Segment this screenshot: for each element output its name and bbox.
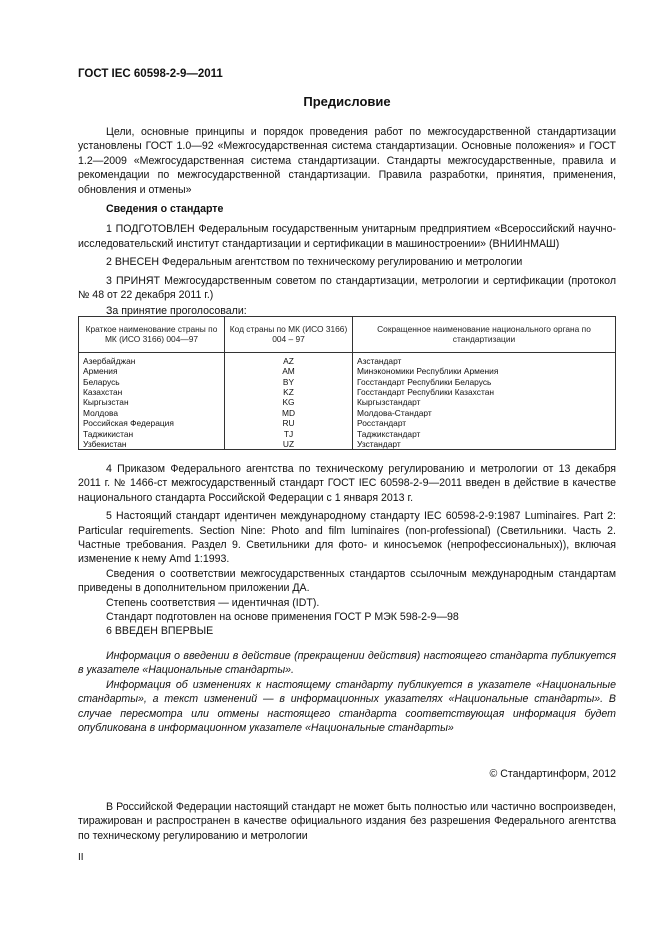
table-row <box>79 397 616 407</box>
country-cell: Азербайджан <box>79 352 225 366</box>
paragraph-5c: Стандарт подготовлен на основе применения ГОСТ Р МЭК 598-2-9—98 <box>106 611 459 624</box>
paragraph-4: 4 Приказом Федерального агентства по техническому регулированию и метрологии от 13 декабря 2011 г. № 1466-ст межгосударственный стандарт ГОСТ IEC 60598-2-9—2011 введен в действие в качестве национального стандарта Российской Федерации с 1 января 2013 г. <box>78 463 616 504</box>
body-cell: Минэкономики Республики Армения <box>353 366 616 376</box>
countries-table <box>78 316 616 450</box>
table-row <box>79 352 616 366</box>
adoption-block <box>78 462 616 639</box>
notice-paragraph-2: Информация об изменениях к настоящему стандарту публикуется в указателе «Национальные стандарты», а текст изменений — в информационных указателях «Национальные стандарты». В случае пересмотра или отмены настоящего стандарта соответствующая информация будет опубликована в информационном указателе «Национальные стандарты» <box>78 678 616 735</box>
body-cell: Кыргызстандарт <box>353 397 616 407</box>
code-cell: MD <box>225 408 353 418</box>
country-cell: Кыргызстан <box>79 397 225 407</box>
info-heading: Сведения о стандарте <box>106 203 224 215</box>
table-row <box>79 408 616 418</box>
body-cell: Узстандарт <box>353 439 616 450</box>
table-row <box>79 377 616 387</box>
code-cell: TJ <box>225 429 353 439</box>
body-cell: Азстандарт <box>353 352 616 366</box>
intro-paragraph: Цели, основные принципы и порядок проведения работ по межгосударственной стандартизации установлены ГОСТ 1.0—92 «Межгосударственная система стандартизации. Основные положения» и ГОСТ 1.2—2009 «Межгосударственная система стандартизации. Стандарты межгосударственные, правила и рекомендации по межгосударственной стандартизации. Правила разработки, принятия, применения, обновления и отмены» <box>78 126 616 196</box>
body-cell: Молдова-Стандарт <box>353 408 616 418</box>
country-cell: Армения <box>79 366 225 376</box>
page-title: Предисловие <box>303 94 391 109</box>
code-cell: KG <box>225 397 353 407</box>
code-cell: RU <box>225 418 353 428</box>
paragraph-2: 2 ВНЕСЕН Федеральным агентством по техническому регулированию и метрологии <box>106 256 523 269</box>
paragraph-5a: Сведения о соответствии межгосударственных стандартов ссылочным международным стандартам приведены в дополнительном приложении ДА. <box>78 567 616 595</box>
paragraph-5: 5 Настоящий стандарт идентичен международному стандарту IEC 60598-2-9:1987 Luminaires. Part 2: Particular requirements. Section Nine: Photo and film luminaires (non-professional) (Светильники. Часть 2. Частные требования. Раздел 9. Светильники для фото- и киносъемок (непрофессиональных)), включая изменение к нему Amd 1:1993. <box>78 510 616 566</box>
paragraph-3: 3 ПРИНЯТ Межгосударственным советом по стандартизации, метрологии и сертификации (протокол № 48 от 22 декабря 2011 г.) <box>78 274 616 302</box>
table-row <box>79 366 616 376</box>
column-header: Краткое наименование страны по МК (ИСО 3166) 004—97 <box>79 317 225 353</box>
page-number: II <box>78 852 84 863</box>
notice-block <box>78 649 616 735</box>
intro-block <box>78 125 616 197</box>
standard-info-block <box>78 202 616 319</box>
country-cell: Казахстан <box>79 387 225 397</box>
table-header-row <box>79 317 616 353</box>
paragraph-1: 1 ПОДГОТОВЛЕН Федеральным государственным унитарным предприятием «Всероссийский научно-исследовательский институт стандартизации и сертификации в машиностроении» (ВНИИНМАШ) <box>78 223 616 250</box>
rights-block <box>78 800 616 843</box>
rights-paragraph: В Российской Федерации настоящий стандарт не может быть полностью или частично воспроизведен, тиражирован и распространен в качестве официального издания без разрешения Федерального агентства по техническому регулированию и метрологии <box>78 801 616 842</box>
copyright-line: © Стандартинформ, 2012 <box>489 768 616 780</box>
document-header: ГОСТ IEC 60598-2-9—2011 <box>78 68 223 80</box>
column-header: Сокращенное наименование национального органа по стандартизации <box>353 317 616 353</box>
body-cell: Госстандарт Республики Казахстан <box>353 387 616 397</box>
country-cell: Российская Федерация <box>79 418 225 428</box>
body-cell: Таджикстандарт <box>353 429 616 439</box>
code-cell: KZ <box>225 387 353 397</box>
code-cell: AM <box>225 366 353 376</box>
table-row <box>79 418 616 428</box>
country-cell: Таджикистан <box>79 429 225 439</box>
body-cell: Росстандарт <box>353 418 616 428</box>
notice-paragraph-1: Информация о введении в действие (прекращении действия) настоящего стандарта публикуется в указателе «Национальные стандарты». <box>78 650 616 677</box>
table-row <box>79 429 616 439</box>
country-cell: Молдова <box>79 408 225 418</box>
code-cell: BY <box>225 377 353 387</box>
paragraph-6: 6 ВВЕДЕН ВПЕРВЫЕ <box>106 625 214 638</box>
country-cell: Беларусь <box>79 377 225 387</box>
code-cell: UZ <box>225 439 353 450</box>
paragraph-5b: Степень соответствия — идентичная (IDT). <box>106 596 320 609</box>
voted-label: За принятие проголосовали: <box>106 305 247 318</box>
country-cell: Узбекистан <box>79 439 225 450</box>
code-cell: AZ <box>225 352 353 366</box>
table-row <box>79 439 616 450</box>
table-row <box>79 387 616 397</box>
column-header: Код страны по МК (ИСО 3166) 004 – 97 <box>225 317 353 353</box>
body-cell: Госстандарт Республики Беларусь <box>353 377 616 387</box>
